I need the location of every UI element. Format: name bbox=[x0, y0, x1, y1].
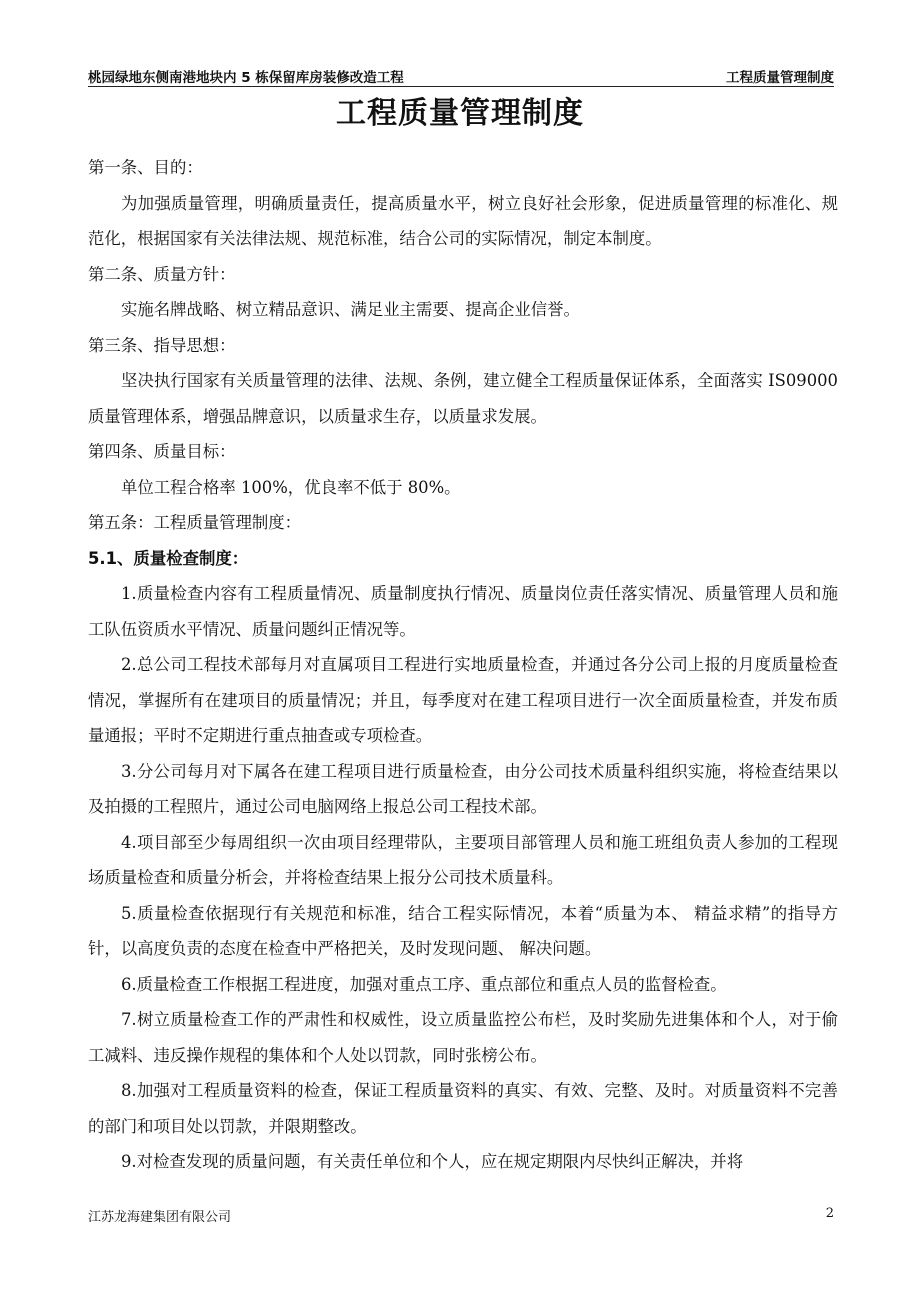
document-body bbox=[88, 150, 838, 1180]
paragraph: 第三条、指导思想： bbox=[88, 335, 236, 355]
paragraph: 实施名牌战略、树立精品意识、满足业主需要、提高企业信誉。 bbox=[121, 300, 580, 319]
header-doc-title: 工程质量管理制度 bbox=[726, 70, 834, 86]
section-heading: 5.1、质量检查制度： bbox=[88, 548, 249, 568]
paragraph: 为加强质量管理，明确质量责任，提高质量水平，树立良好社会形象，促进质量管理的标准化、规范化，根据国家有关法律法规、规范标准，结合公司的实际情况，制定本制度。 bbox=[88, 193, 838, 248]
paragraph: 第二条、质量方针： bbox=[88, 264, 236, 284]
paragraph: 2.总公司工程技术部每月对直属项目工程进行实地质量检查，并通过各分公司上报的月度质量检查情况，掌握所有在建项目的质量情况；并且，每季度对在建工程项目进行一次全面质量检查，并发布质量通报；平时不定期进行重点抽查或专项检查。 bbox=[88, 655, 838, 745]
paragraph: 3.分公司每月对下属各在建工程项目进行质量检查，由分公司技术质量科组织实施，将检查结果以及拍摄的工程照片，通过公司电脑网络上报总公司工程技术部。 bbox=[88, 761, 838, 816]
paragraph: 8.加强对工程质量资料的检查，保证工程质量资料的真实、有效、完整、及时。对质量资料不完善的部门和项目处以罚款，并限期整改。 bbox=[88, 1081, 838, 1136]
paragraph: 4.项目部至少每周组织一次由项目经理带队，主要项目部管理人员和施工班组负责人参加的工程现场质量检查和质量分析会，并将检查结果上报分公司技术质量科。 bbox=[88, 832, 838, 887]
footer-company: 江苏龙海建集团有限公司 bbox=[88, 1210, 232, 1225]
page-footer bbox=[88, 1206, 834, 1226]
paragraph: 6.质量检查工作根据工程进度，加强对重点工序、重点部位和重点人员的监督检查。 bbox=[121, 974, 727, 994]
paragraph: 第一条、目的： bbox=[88, 158, 203, 177]
page-header bbox=[88, 64, 834, 87]
paragraph: 坚决执行国家有关质量管理的法律、法规、条例，建立健全工程质量保证体系，全面落实 IS09000 质量管理体系，增强品牌意识，以质量求生存，以质量求发展。 bbox=[88, 371, 838, 426]
paragraph: 5.质量检查依据现行有关规范和标准，结合工程实际情况，本着“质量为本、 精益求精”的指导方针，以高度负责的态度在检查中严格把关，及时发现问题、 解决问题。 bbox=[88, 903, 838, 958]
paragraph: 7.树立质量检查工作的严肃性和权威性，设立质量监控公布栏，及时奖励先进集体和个人，对于偷工减料、违反操作规程的集体和个人处以罚款，同时张榜公布。 bbox=[88, 1010, 838, 1065]
paragraph: 1.质量检查内容有工程质量情况、质量制度执行情况、质量岗位责任落实情况、质量管理人员和施工队伍资质水平情况、质量问题纠正情况等。 bbox=[88, 584, 838, 639]
header-project-name: 桃园绿地东侧南港地块内 5 栋保留库房装修改造工程 bbox=[88, 70, 404, 86]
page-number: 2 bbox=[825, 1206, 834, 1221]
paragraph: 第五条：工程质量管理制度： bbox=[88, 513, 302, 532]
paragraph: 单位工程合格率 100%，优良率不低于 80%。 bbox=[121, 477, 461, 497]
paragraph: 9.对检查发现的质量问题，有关责任单位和个人，应在规定期限内尽快纠正解决，并将 bbox=[121, 1152, 744, 1171]
paragraph: 第四条、质量目标： bbox=[88, 442, 236, 461]
document-title: 工程质量管理制度 bbox=[336, 96, 584, 131]
